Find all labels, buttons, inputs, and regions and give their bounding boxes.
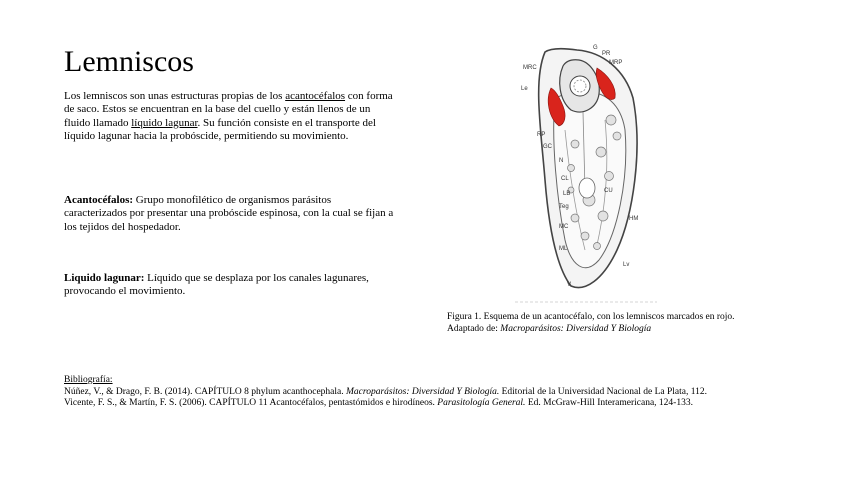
acantocefalos-link[interactable]: acantocéfalos <box>285 90 346 102</box>
intro-text-2: con forma de saco. Estos se encuentran en la base del cuello y están llenos de un fluido llamado <box>64 90 393 129</box>
label-rp: RP <box>537 132 546 138</box>
definition-acantocefalos <box>64 194 394 234</box>
bibliography-entry <box>64 387 707 399</box>
liquido-lagunar-link[interactable]: líquido lagunar <box>131 116 198 129</box>
intro-paragraph <box>64 90 394 144</box>
label-n: N <box>559 158 564 164</box>
entry-authors: Vicente, F. S., & Martín, F. S. (2006). CAPÍTULO 11 Acantocéfalos, pentastómidos e hirodíneos. <box>64 398 438 408</box>
intro-text-1: Los lemniscos son unas estructuras propias de los <box>64 90 286 102</box>
label-le: Le <box>521 86 528 92</box>
entry-title: Macroparásitos: Diversidad Y Biología. <box>346 386 500 397</box>
definition-liquido-lagunar <box>64 272 394 299</box>
label-hm: HM <box>629 216 639 222</box>
intro-text-3: . Su función consiste en el transporte del líquido lagunar hacia la probóscide, permitiendo su movimiento. <box>64 116 376 143</box>
acanthocephalan-diagram <box>505 40 665 308</box>
label-gc: GC <box>543 144 552 150</box>
label-teg: Teg <box>559 204 569 210</box>
label-mrc: MRC <box>523 65 537 71</box>
definition-text: Grupo monofilético de organismos parásitos caracterizados por presentar una probóscide espinosa, con la cual se fijan a los tejidos del hospedador. <box>64 194 394 233</box>
caption-source: Macroparásitos: Diversidad Y Biología <box>500 324 652 334</box>
figure-caption <box>447 311 737 335</box>
label-lb: LB <box>563 191 571 197</box>
label-v: V <box>567 282 572 288</box>
definition-term: Liquido lagunar: <box>64 272 145 284</box>
bibliography <box>64 375 707 410</box>
bibliography-entry <box>64 398 707 410</box>
entry-title: Parasitología General. <box>437 398 526 408</box>
label-lv: Lv <box>623 262 630 268</box>
label-cu: CU <box>604 188 613 194</box>
page-title: Lemniscos <box>64 45 194 78</box>
bibliography-heading: Bibliografía: <box>64 375 113 385</box>
label-g: G <box>593 45 598 51</box>
label-pr: PR <box>602 51 611 57</box>
caption-text: Figura 1. Esquema de un acantocéfalo, con los lemniscos marcados en rojo. Adaptado de: <box>447 312 735 334</box>
entry-publisher: Ed. McGraw-Hill Interamericana, 124-133. <box>525 398 693 408</box>
proboscis <box>570 76 590 96</box>
definition-text: Líquido que se desplaza por los canales lagunares, provocando el movimiento. <box>64 272 369 298</box>
label-mrp: MRP <box>609 60 623 66</box>
entry-publisher: Editorial de la Universidad Nacional de La Plata, 112. <box>499 386 708 397</box>
label-ml: ML <box>559 246 568 252</box>
label-cl: CL <box>561 176 569 182</box>
definition-term: Acantocéfalos: <box>64 194 134 206</box>
entry-authors: Núñez, V., & Drago, F. B. (2014). CAPÍTULO 8 phylum acanthocephala. <box>64 386 346 397</box>
label-mc: MC <box>559 224 569 230</box>
